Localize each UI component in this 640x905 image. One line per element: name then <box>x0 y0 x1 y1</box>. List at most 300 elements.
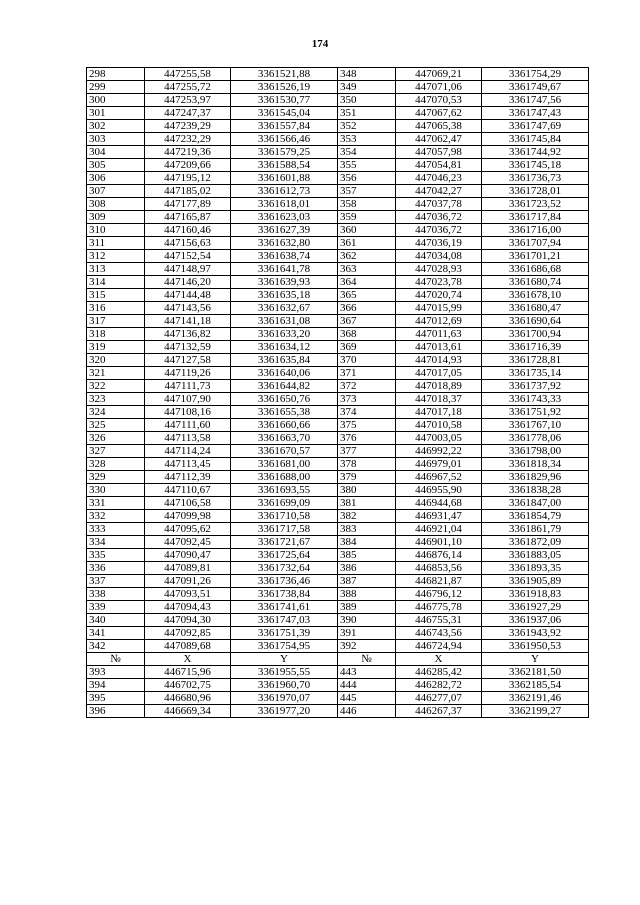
point-number-cell: 312 <box>87 250 145 263</box>
y-coordinate-cell: 3362185,54 <box>482 679 589 692</box>
y-coordinate-cell: 3361650,76 <box>231 393 338 406</box>
point-number-cell: 322 <box>87 380 145 393</box>
point-number-cell: 387 <box>338 575 396 588</box>
x-coordinate-cell: 447023,78 <box>396 276 482 289</box>
x-coordinate-cell: 447110,67 <box>145 484 231 497</box>
point-number-cell: 392 <box>338 640 396 653</box>
x-coordinate-cell: 447111,73 <box>145 380 231 393</box>
point-number-cell: 358 <box>338 198 396 211</box>
table-row <box>87 263 589 276</box>
header-y-cell: Y <box>482 653 589 666</box>
x-coordinate-cell: 447141,18 <box>145 315 231 328</box>
x-coordinate-cell: 447070,53 <box>396 94 482 107</box>
y-coordinate-cell: 3361751,92 <box>482 406 589 419</box>
point-number-cell: 385 <box>338 549 396 562</box>
point-number-cell: 330 <box>87 484 145 497</box>
y-coordinate-cell: 3361681,00 <box>231 458 338 471</box>
x-coordinate-cell: 447003,05 <box>396 432 482 445</box>
point-number-cell: 310 <box>87 224 145 237</box>
x-coordinate-cell: 447219,36 <box>145 146 231 159</box>
point-number-cell: 396 <box>87 705 145 718</box>
x-coordinate-cell: 447036,72 <box>396 211 482 224</box>
x-coordinate-cell: 446931,47 <box>396 510 482 523</box>
point-number-cell: 379 <box>338 471 396 484</box>
x-coordinate-cell: 446967,52 <box>396 471 482 484</box>
point-number-cell: 444 <box>338 679 396 692</box>
point-number-cell: 305 <box>87 159 145 172</box>
point-number-cell: 375 <box>338 419 396 432</box>
point-number-cell: 301 <box>87 107 145 120</box>
table-row <box>87 419 589 432</box>
x-coordinate-cell: 447111,60 <box>145 419 231 432</box>
y-coordinate-cell: 3361977,20 <box>231 705 338 718</box>
x-coordinate-cell: 446775,78 <box>396 601 482 614</box>
y-coordinate-cell: 3361627,39 <box>231 224 338 237</box>
point-number-cell: 318 <box>87 328 145 341</box>
point-number-cell: 340 <box>87 614 145 627</box>
y-coordinate-cell: 3361735,14 <box>482 367 589 380</box>
x-coordinate-cell: 447185,02 <box>145 185 231 198</box>
y-coordinate-cell: 3361893,35 <box>482 562 589 575</box>
x-coordinate-cell: 447095,62 <box>145 523 231 536</box>
x-coordinate-cell: 447112,39 <box>145 471 231 484</box>
y-coordinate-cell: 3361767,10 <box>482 419 589 432</box>
point-number-cell: 348 <box>338 68 396 81</box>
y-coordinate-cell: 3361744,92 <box>482 146 589 159</box>
point-number-cell: 309 <box>87 211 145 224</box>
point-number-cell: 378 <box>338 458 396 471</box>
point-number-cell: 335 <box>87 549 145 562</box>
y-coordinate-cell: 3361745,18 <box>482 159 589 172</box>
point-number-cell: 367 <box>338 315 396 328</box>
y-coordinate-cell: 3361655,38 <box>231 406 338 419</box>
point-number-cell: 338 <box>87 588 145 601</box>
point-number-cell: 371 <box>338 367 396 380</box>
point-number-cell: 386 <box>338 562 396 575</box>
table-row <box>87 302 589 315</box>
point-number-cell: 359 <box>338 211 396 224</box>
x-coordinate-cell: 447012,69 <box>396 315 482 328</box>
header-x-cell: X <box>396 653 482 666</box>
x-coordinate-cell: 446267,37 <box>396 705 482 718</box>
y-coordinate-cell: 3361545,04 <box>231 107 338 120</box>
point-number-cell: 354 <box>338 146 396 159</box>
y-coordinate-cell: 3361747,03 <box>231 614 338 627</box>
y-coordinate-cell: 3361557,84 <box>231 120 338 133</box>
table-row <box>87 666 589 679</box>
point-number-cell: 336 <box>87 562 145 575</box>
y-coordinate-cell: 3361579,25 <box>231 146 338 159</box>
table-row <box>87 640 589 653</box>
y-coordinate-cell: 3361618,01 <box>231 198 338 211</box>
table-row <box>87 198 589 211</box>
x-coordinate-cell: 446285,42 <box>396 666 482 679</box>
y-coordinate-cell: 3361745,84 <box>482 133 589 146</box>
y-coordinate-cell: 3361521,88 <box>231 68 338 81</box>
x-coordinate-cell: 447160,46 <box>145 224 231 237</box>
point-number-cell: 315 <box>87 289 145 302</box>
table-row <box>87 445 589 458</box>
y-coordinate-cell: 3362199,27 <box>482 705 589 718</box>
y-coordinate-cell: 3361644,82 <box>231 380 338 393</box>
y-coordinate-cell: 3361700,94 <box>482 328 589 341</box>
y-coordinate-cell: 3361854,79 <box>482 510 589 523</box>
point-number-cell: 393 <box>87 666 145 679</box>
y-coordinate-cell: 3361701,21 <box>482 250 589 263</box>
point-number-cell: 356 <box>338 172 396 185</box>
x-coordinate-cell: 447036,72 <box>396 224 482 237</box>
table-header-row <box>87 653 589 666</box>
y-coordinate-cell: 3361530,77 <box>231 94 338 107</box>
y-coordinate-cell: 3361738,84 <box>231 588 338 601</box>
x-coordinate-cell: 447094,43 <box>145 601 231 614</box>
x-coordinate-cell: 447034,08 <box>396 250 482 263</box>
x-coordinate-cell: 447143,56 <box>145 302 231 315</box>
table-row <box>87 328 589 341</box>
x-coordinate-cell: 447017,18 <box>396 406 482 419</box>
point-number-cell: 334 <box>87 536 145 549</box>
y-coordinate-cell: 3361688,00 <box>231 471 338 484</box>
point-number-cell: 377 <box>338 445 396 458</box>
x-coordinate-cell: 446876,14 <box>396 549 482 562</box>
x-coordinate-cell: 446944,68 <box>396 497 482 510</box>
point-number-cell: 388 <box>338 588 396 601</box>
y-coordinate-cell: 3361943,92 <box>482 627 589 640</box>
point-number-cell: 333 <box>87 523 145 536</box>
coordinates-table <box>86 67 589 718</box>
y-coordinate-cell: 3361749,67 <box>482 81 589 94</box>
x-coordinate-cell: 447089,68 <box>145 640 231 653</box>
point-number-cell: 307 <box>87 185 145 198</box>
x-coordinate-cell: 446724,94 <box>396 640 482 653</box>
x-coordinate-cell: 447255,72 <box>145 81 231 94</box>
point-number-cell: 394 <box>87 679 145 692</box>
point-number-cell: 328 <box>87 458 145 471</box>
point-number-cell: 382 <box>338 510 396 523</box>
x-coordinate-cell: 447132,59 <box>145 341 231 354</box>
table-row <box>87 614 589 627</box>
x-coordinate-cell: 447028,93 <box>396 263 482 276</box>
x-coordinate-cell: 447018,89 <box>396 380 482 393</box>
point-number-cell: 368 <box>338 328 396 341</box>
point-number-cell: 341 <box>87 627 145 640</box>
x-coordinate-cell: 446796,12 <box>396 588 482 601</box>
point-number-cell: 352 <box>338 120 396 133</box>
y-coordinate-cell: 3361716,00 <box>482 224 589 237</box>
y-coordinate-cell: 3361829,96 <box>482 471 589 484</box>
y-coordinate-cell: 3361612,73 <box>231 185 338 198</box>
y-coordinate-cell: 3361918,83 <box>482 588 589 601</box>
x-coordinate-cell: 447239,29 <box>145 120 231 133</box>
y-coordinate-cell: 3361736,46 <box>231 575 338 588</box>
point-number-cell: 300 <box>87 94 145 107</box>
header-y-cell: Y <box>231 653 338 666</box>
point-number-cell: 383 <box>338 523 396 536</box>
x-coordinate-cell: 447209,66 <box>145 159 231 172</box>
point-number-cell: 372 <box>338 380 396 393</box>
table-row <box>87 315 589 328</box>
y-coordinate-cell: 3361717,84 <box>482 211 589 224</box>
y-coordinate-cell: 3361686,68 <box>482 263 589 276</box>
x-coordinate-cell: 447177,89 <box>145 198 231 211</box>
point-number-cell: 370 <box>338 354 396 367</box>
x-coordinate-cell: 447013,61 <box>396 341 482 354</box>
x-coordinate-cell: 447092,45 <box>145 536 231 549</box>
x-coordinate-cell: 446282,72 <box>396 679 482 692</box>
point-number-cell: 331 <box>87 497 145 510</box>
table-row <box>87 107 589 120</box>
header-num-cell: № <box>338 653 396 666</box>
x-coordinate-cell: 447156,63 <box>145 237 231 250</box>
y-coordinate-cell: 3361631,08 <box>231 315 338 328</box>
point-number-cell: 364 <box>338 276 396 289</box>
y-coordinate-cell: 3361754,95 <box>231 640 338 653</box>
point-number-cell: 357 <box>338 185 396 198</box>
point-number-cell: 376 <box>338 432 396 445</box>
table-row <box>87 120 589 133</box>
point-number-cell: 304 <box>87 146 145 159</box>
x-coordinate-cell: 447247,37 <box>145 107 231 120</box>
point-number-cell: 363 <box>338 263 396 276</box>
y-coordinate-cell: 3361635,84 <box>231 354 338 367</box>
point-number-cell: 446 <box>338 705 396 718</box>
point-number-cell: 325 <box>87 419 145 432</box>
point-number-cell: 349 <box>338 81 396 94</box>
x-coordinate-cell: 446715,96 <box>145 666 231 679</box>
y-coordinate-cell: 3361635,18 <box>231 289 338 302</box>
x-coordinate-cell: 447113,45 <box>145 458 231 471</box>
y-coordinate-cell: 3361747,69 <box>482 120 589 133</box>
x-coordinate-cell: 447011,63 <box>396 328 482 341</box>
table-row <box>87 276 589 289</box>
x-coordinate-cell: 447114,24 <box>145 445 231 458</box>
y-coordinate-cell: 3361699,09 <box>231 497 338 510</box>
y-coordinate-cell: 3361798,00 <box>482 445 589 458</box>
table-row <box>87 393 589 406</box>
point-number-cell: 317 <box>87 315 145 328</box>
y-coordinate-cell: 3361736,73 <box>482 172 589 185</box>
table-row <box>87 679 589 692</box>
y-coordinate-cell: 3361861,79 <box>482 523 589 536</box>
point-number-cell: 342 <box>87 640 145 653</box>
point-number-cell: 319 <box>87 341 145 354</box>
x-coordinate-cell: 446921,04 <box>396 523 482 536</box>
table-row <box>87 510 589 523</box>
y-coordinate-cell: 3361960,70 <box>231 679 338 692</box>
y-coordinate-cell: 3361743,33 <box>482 393 589 406</box>
table-row <box>87 146 589 159</box>
point-number-cell: 329 <box>87 471 145 484</box>
point-number-cell: 365 <box>338 289 396 302</box>
x-coordinate-cell: 447091,26 <box>145 575 231 588</box>
table-row <box>87 224 589 237</box>
y-coordinate-cell: 3361632,80 <box>231 237 338 250</box>
point-number-cell: 445 <box>338 692 396 705</box>
x-coordinate-cell: 447093,51 <box>145 588 231 601</box>
y-coordinate-cell: 3361638,74 <box>231 250 338 263</box>
table-row <box>87 705 589 718</box>
x-coordinate-cell: 447127,58 <box>145 354 231 367</box>
table-row <box>87 471 589 484</box>
table-row <box>87 549 589 562</box>
y-coordinate-cell: 3361872,09 <box>482 536 589 549</box>
point-number-cell: 362 <box>338 250 396 263</box>
y-coordinate-cell: 3361690,64 <box>482 315 589 328</box>
table-row <box>87 458 589 471</box>
y-coordinate-cell: 3361970,07 <box>231 692 338 705</box>
y-coordinate-cell: 3361778,06 <box>482 432 589 445</box>
y-coordinate-cell: 3361680,74 <box>482 276 589 289</box>
point-number-cell: 360 <box>338 224 396 237</box>
x-coordinate-cell: 447144,48 <box>145 289 231 302</box>
table-row <box>87 94 589 107</box>
table-row <box>87 406 589 419</box>
point-number-cell: 302 <box>87 120 145 133</box>
table-row <box>87 380 589 393</box>
x-coordinate-cell: 447010,58 <box>396 419 482 432</box>
x-coordinate-cell: 446955,90 <box>396 484 482 497</box>
point-number-cell: 316 <box>87 302 145 315</box>
y-coordinate-cell: 3361633,20 <box>231 328 338 341</box>
y-coordinate-cell: 3361732,64 <box>231 562 338 575</box>
point-number-cell: 314 <box>87 276 145 289</box>
point-number-cell: 353 <box>338 133 396 146</box>
point-number-cell: 380 <box>338 484 396 497</box>
x-coordinate-cell: 447099,98 <box>145 510 231 523</box>
y-coordinate-cell: 3361728,01 <box>482 185 589 198</box>
x-coordinate-cell: 447057,98 <box>396 146 482 159</box>
table-row <box>87 627 589 640</box>
y-coordinate-cell: 3361723,52 <box>482 198 589 211</box>
table-row <box>87 172 589 185</box>
point-number-cell: 350 <box>338 94 396 107</box>
y-coordinate-cell: 3361623,03 <box>231 211 338 224</box>
y-coordinate-cell: 3361737,92 <box>482 380 589 393</box>
page-number: 174 <box>311 38 329 50</box>
x-coordinate-cell: 446901,10 <box>396 536 482 549</box>
y-coordinate-cell: 3361670,57 <box>231 445 338 458</box>
y-coordinate-cell: 3361707,94 <box>482 237 589 250</box>
x-coordinate-cell: 447108,16 <box>145 406 231 419</box>
point-number-cell: 389 <box>338 601 396 614</box>
y-coordinate-cell: 3361950,53 <box>482 640 589 653</box>
y-coordinate-cell: 3361747,56 <box>482 94 589 107</box>
table-row <box>87 601 589 614</box>
point-number-cell: 361 <box>338 237 396 250</box>
point-number-cell: 355 <box>338 159 396 172</box>
table-row <box>87 484 589 497</box>
x-coordinate-cell: 447092,85 <box>145 627 231 640</box>
x-coordinate-cell: 447036,19 <box>396 237 482 250</box>
x-coordinate-cell: 447090,47 <box>145 549 231 562</box>
y-coordinate-cell: 3361721,67 <box>231 536 338 549</box>
table-row <box>87 81 589 94</box>
x-coordinate-cell: 446277,07 <box>396 692 482 705</box>
point-number-cell: 323 <box>87 393 145 406</box>
point-number-cell: 326 <box>87 432 145 445</box>
point-number-cell: 395 <box>87 692 145 705</box>
table-row <box>87 159 589 172</box>
point-number-cell: 384 <box>338 536 396 549</box>
x-coordinate-cell: 446979,01 <box>396 458 482 471</box>
point-number-cell: 373 <box>338 393 396 406</box>
point-number-cell: 374 <box>338 406 396 419</box>
x-coordinate-cell: 447017,05 <box>396 367 482 380</box>
y-coordinate-cell: 3361678,10 <box>482 289 589 302</box>
y-coordinate-cell: 3361717,58 <box>231 523 338 536</box>
x-coordinate-cell: 447152,54 <box>145 250 231 263</box>
y-coordinate-cell: 3361725,64 <box>231 549 338 562</box>
x-coordinate-cell: 447107,90 <box>145 393 231 406</box>
table-row <box>87 588 589 601</box>
point-number-cell: 369 <box>338 341 396 354</box>
point-number-cell: 303 <box>87 133 145 146</box>
y-coordinate-cell: 3361818,34 <box>482 458 589 471</box>
x-coordinate-cell: 446680,96 <box>145 692 231 705</box>
x-coordinate-cell: 447020,74 <box>396 289 482 302</box>
y-coordinate-cell: 3361660,66 <box>231 419 338 432</box>
header-x-cell: X <box>145 653 231 666</box>
x-coordinate-cell: 447014,93 <box>396 354 482 367</box>
y-coordinate-cell: 3361847,00 <box>482 497 589 510</box>
y-coordinate-cell: 3361680,47 <box>482 302 589 315</box>
x-coordinate-cell: 447069,21 <box>396 68 482 81</box>
x-coordinate-cell: 447015,99 <box>396 302 482 315</box>
y-coordinate-cell: 3361566,46 <box>231 133 338 146</box>
y-coordinate-cell: 3361632,67 <box>231 302 338 315</box>
point-number-cell: 391 <box>338 627 396 640</box>
point-number-cell: 366 <box>338 302 396 315</box>
x-coordinate-cell: 447071,06 <box>396 81 482 94</box>
point-number-cell: 390 <box>338 614 396 627</box>
x-coordinate-cell: 447113,58 <box>145 432 231 445</box>
point-number-cell: 308 <box>87 198 145 211</box>
x-coordinate-cell: 447046,23 <box>396 172 482 185</box>
y-coordinate-cell: 3361693,55 <box>231 484 338 497</box>
y-coordinate-cell: 3361955,55 <box>231 666 338 679</box>
x-coordinate-cell: 447165,87 <box>145 211 231 224</box>
x-coordinate-cell: 446669,34 <box>145 705 231 718</box>
y-coordinate-cell: 3361663,70 <box>231 432 338 445</box>
x-coordinate-cell: 447065,38 <box>396 120 482 133</box>
x-coordinate-cell: 447067,62 <box>396 107 482 120</box>
y-coordinate-cell: 3361588,54 <box>231 159 338 172</box>
x-coordinate-cell: 447255,58 <box>145 68 231 81</box>
y-coordinate-cell: 3361634,12 <box>231 341 338 354</box>
point-number-cell: 324 <box>87 406 145 419</box>
y-coordinate-cell: 3361728,81 <box>482 354 589 367</box>
x-coordinate-cell: 447094,30 <box>145 614 231 627</box>
table-row <box>87 575 589 588</box>
y-coordinate-cell: 3361526,19 <box>231 81 338 94</box>
x-coordinate-cell: 447146,20 <box>145 276 231 289</box>
point-number-cell: 339 <box>87 601 145 614</box>
point-number-cell: 443 <box>338 666 396 679</box>
x-coordinate-cell: 447232,29 <box>145 133 231 146</box>
table-row <box>87 562 589 575</box>
table-row <box>87 237 589 250</box>
y-coordinate-cell: 3362181,50 <box>482 666 589 679</box>
point-number-cell: 381 <box>338 497 396 510</box>
x-coordinate-cell: 447195,12 <box>145 172 231 185</box>
point-number-cell: 311 <box>87 237 145 250</box>
y-coordinate-cell: 3361937,06 <box>482 614 589 627</box>
y-coordinate-cell: 3361741,61 <box>231 601 338 614</box>
point-number-cell: 327 <box>87 445 145 458</box>
x-coordinate-cell: 447018,37 <box>396 393 482 406</box>
point-number-cell: 321 <box>87 367 145 380</box>
y-coordinate-cell: 3361710,58 <box>231 510 338 523</box>
